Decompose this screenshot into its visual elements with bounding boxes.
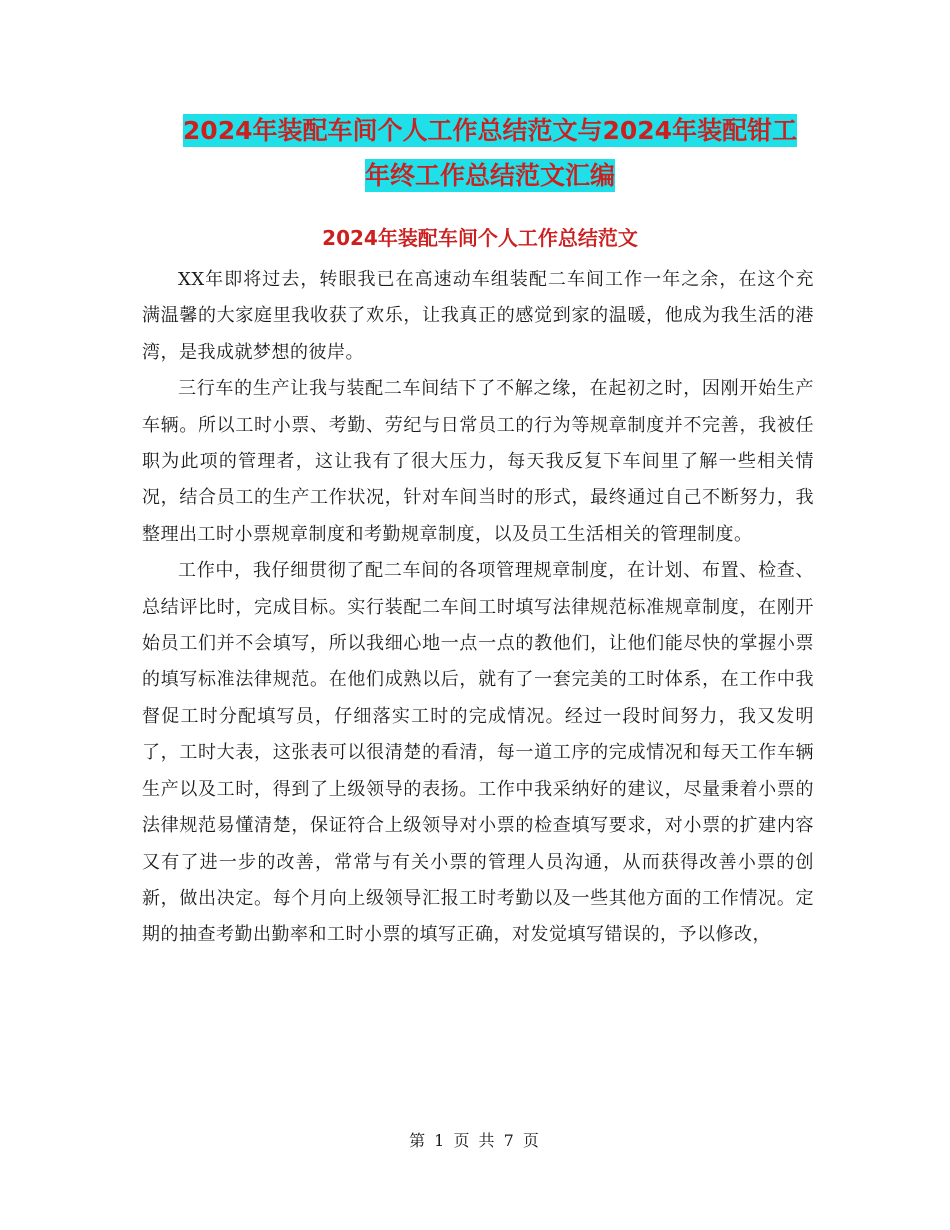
paragraph-1: XX年即将过去，转眼我已在高速动车组装配二车间工作一年之余，在这个充满温馨的大家庭里我收获了欢乐，让我真正的感觉到家的温暖，他成为我生活的港湾，是我成就梦想的彼岸。 — [142, 269, 814, 363]
title-line-1: 2024年装配车间个人工作总结范文与2024年装配钳工 — [182, 116, 798, 145]
document-body — [142, 262, 814, 954]
paragraph-2: 三行车的生产让我与装配二车间结下了不解之缘，在起初之时，因刚开始生产车辆。所以工时小票、考勤、劳纪与日常员工的行为等规章制度并不完善，我被任职为此项的管理者，这让我有了很大压力，每天我反复下车间里了解一些相关情况，结合员工的生产工作状况，针对车间当时的形式，最终通过自己不断努力，我整理出工时小票规章制度和考勤规章制度，以及员工生活相关的管理制度。 — [142, 378, 814, 545]
section-title: 2024年装配车间个人工作总结范文 — [322, 226, 638, 250]
paragraph-3: 工作中，我仔细贯彻了配二车间的各项管理规章制度，在计划、布置、检查、总结评比时，完成目标。实行装配二车间工时填写法律规范标准规章制度，在刚开始员工们并不会填写，所以我细心地一点一点的教他们，让他们能尽快的掌握小票的填写标准法律规范。在他们成熟以后，就有了一套完美的工时体系，在工作中我督促工时分配填写员，仔细落实工时的完成情况。经过一段时间努力，我又发明了，工时大表，这张表可以很清楚的看清，每一道工序的完成情况和每天工作车辆生产以及工时，得到了上级领导的表扬。工作中我采纳好的建议，尽量秉着小票的法律规范易懂清楚，保证符合上级领导对小票的检查填写要求，对小票的扩建内容又有了进一步的改善，常常与有关小票的管理人员沟通，从而获得改善小票的创新，做出决定。每个月向上级领导汇报工时考勤以及一些其他方面的工作情况。定期的抽查考勤出勤率和工时小票的填写正确，对发觉填写错误的，予以修改， — [142, 560, 814, 946]
document-title — [140, 108, 840, 198]
page-number: 第 1 页 共 7 页 — [409, 1131, 541, 1150]
title-line-2: 年终工作总结范文汇编 — [364, 161, 615, 190]
